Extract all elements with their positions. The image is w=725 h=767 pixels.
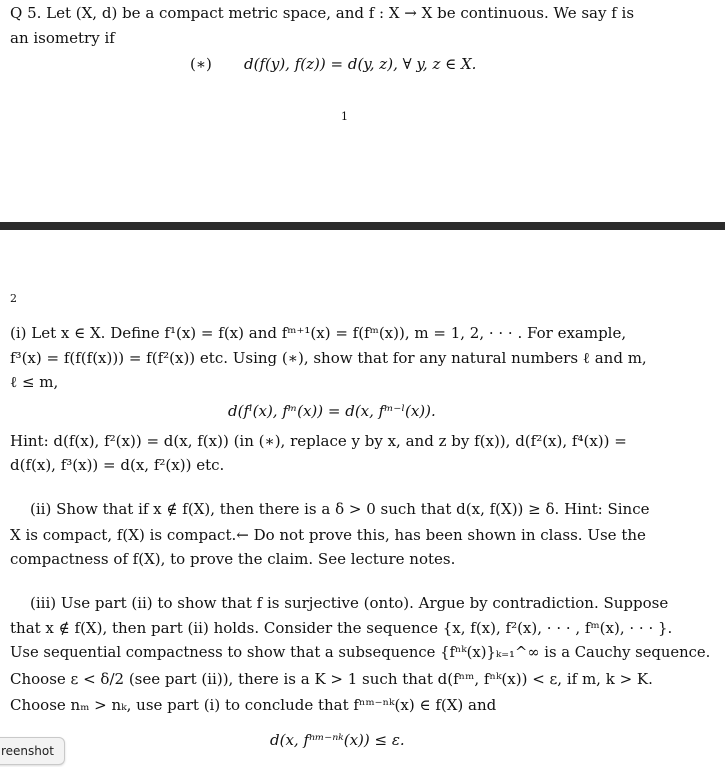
page-number-2: 2: [10, 292, 17, 305]
part-iii-line-2: that x ∉ f(X), then part (ii) holds. Consider the sequence {x, f(x), f²(x), · · · , fᵐ(x), · · · }.: [10, 619, 673, 637]
isometry-equation: d(f(y), f(z)) = d(y, z), ∀ y, z ∈ X.: [244, 55, 477, 73]
part-iii-line-4: Choose ε < δ/2 (see part (ii)), there is a K > 1 such that d(fⁿᵐ, fⁿᵏ(x)) < ε, if m, k > K.: [10, 670, 653, 688]
page-number-1: 1: [341, 110, 348, 123]
part-iii-line-3: Use sequential compactness to show that a subsequence {fⁿᵏ(x)}ₖ₌₁^∞ is a Cauchy sequence.: [10, 644, 711, 661]
document-page-1: [0, 0, 725, 222]
part-iii-line-5: Choose nₘ > nₖ, use part (i) to conclude that fⁿᵐ⁻ⁿᵏ(x) ∈ f(X) and: [10, 696, 497, 714]
part-i-line-3: ℓ ≤ m,: [10, 373, 59, 391]
part-ii-line-1: (ii) Show that if x ∉ f(X), then there is a δ > 0 such that d(x, f(X)) ≥ δ. Hint: Since: [30, 500, 650, 518]
part-iii-line-1: (iii) Use part (ii) to show that f is surjective (onto). Argue by contradiction. Suppose: [30, 594, 669, 612]
part-ii-line-3: compactness of f(X), to prove the claim. See lecture notes.: [10, 550, 456, 568]
hint-line-1: Hint: d(f(x), f²(x)) = d(x, f(x)) (in (∗), replace y by x, and z by f(x)), d(f²(x), f⁴(x)) =: [10, 432, 627, 450]
document-page-2: [0, 230, 725, 767]
equation-label: (∗): [190, 55, 212, 73]
hint-line-2: d(f(x), f³(x)) = d(x, f²(x)) etc.: [10, 456, 225, 474]
question-line-2: an isometry if: [10, 29, 115, 47]
part-ii-line-2: X is compact, f(X) is compact.← Do not prove this, has been shown in class. Use the: [10, 526, 646, 544]
screenshot-tab[interactable]: reenshot: [0, 737, 65, 765]
part-iii-equation: d(x, fⁿᵐ⁻ⁿᵏ(x)) ≤ ε.: [270, 731, 405, 749]
question-line-1: Q 5. Let (X, d) be a compact metric space, and f : X → X be continuous. We say f is: [10, 4, 635, 22]
page-divider: [0, 222, 725, 230]
part-i-line-2: f³(x) = f(f(f(x))) = f(f²(x)) etc. Using (∗), show that for any natural numbers ℓ and m,: [10, 349, 647, 367]
part-i-equation: d(fˡ(x), fᵐ(x)) = d(x, fᵐ⁻ˡ(x)).: [228, 402, 436, 420]
part-i-line-1: (i) Let x ∈ X. Define f¹(x) = f(x) and fᵐ⁺¹(x) = f(fᵐ(x)), m = 1, 2, · · · . For example,: [10, 324, 627, 342]
